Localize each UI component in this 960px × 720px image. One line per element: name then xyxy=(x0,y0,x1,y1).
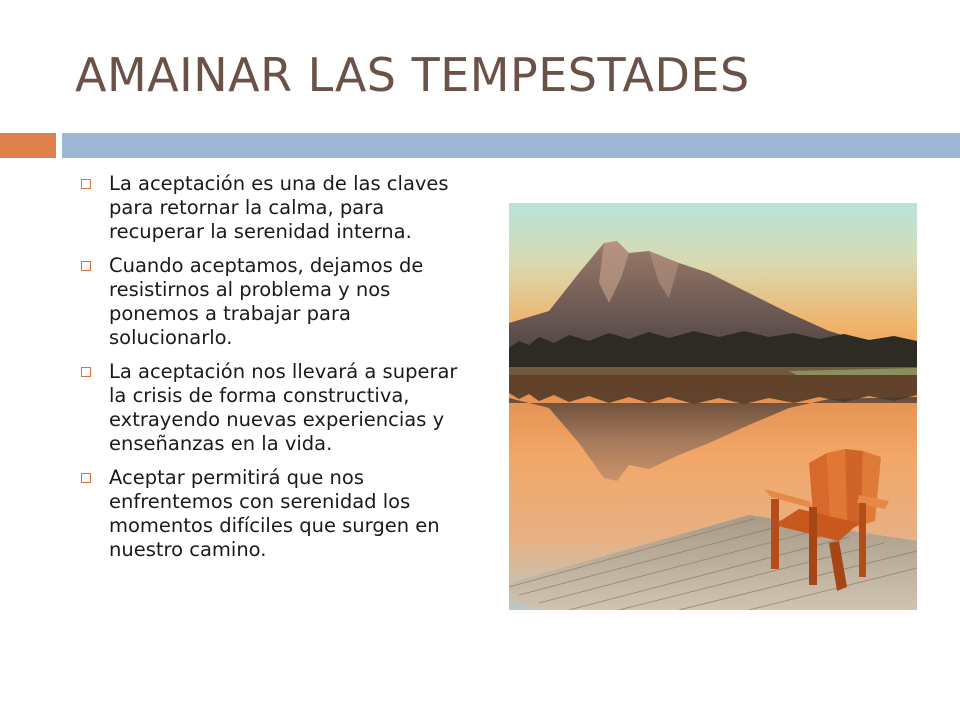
bullet-item xyxy=(78,172,468,244)
accent-bar-blue xyxy=(62,133,960,158)
hollow-square-bullet-icon xyxy=(81,261,91,271)
mountain-lake-dock-chair-photo xyxy=(509,203,917,610)
bullet-list xyxy=(78,172,468,572)
hollow-square-bullet-icon xyxy=(81,179,91,189)
hollow-square-bullet-icon xyxy=(81,473,91,483)
bullet-text: La aceptación es una de las claves para retornar la calma, para recuperar la serenidad interna. xyxy=(109,172,449,243)
bullet-item xyxy=(78,466,468,562)
hollow-square-bullet-icon xyxy=(81,367,91,377)
slide-title: AMAINAR LAS TEMPESTADES xyxy=(75,48,750,102)
bullet-text: La aceptación nos llevará a superar la crisis de forma constructiva, extrayendo nuevas experiencias y enseñanzas en la vida. xyxy=(109,360,458,455)
accent-bar-orange xyxy=(0,133,56,158)
bullet-item xyxy=(78,254,468,350)
bullet-item xyxy=(78,360,468,456)
bullet-text: Cuando aceptamos, dejamos de resistirnos al problema y nos ponemos a trabajar para solucionarlo. xyxy=(109,254,424,349)
bullet-text: Aceptar permitirá que nos enfrentemos con serenidad los momentos difíciles que surgen en nuestro camino. xyxy=(109,466,440,561)
